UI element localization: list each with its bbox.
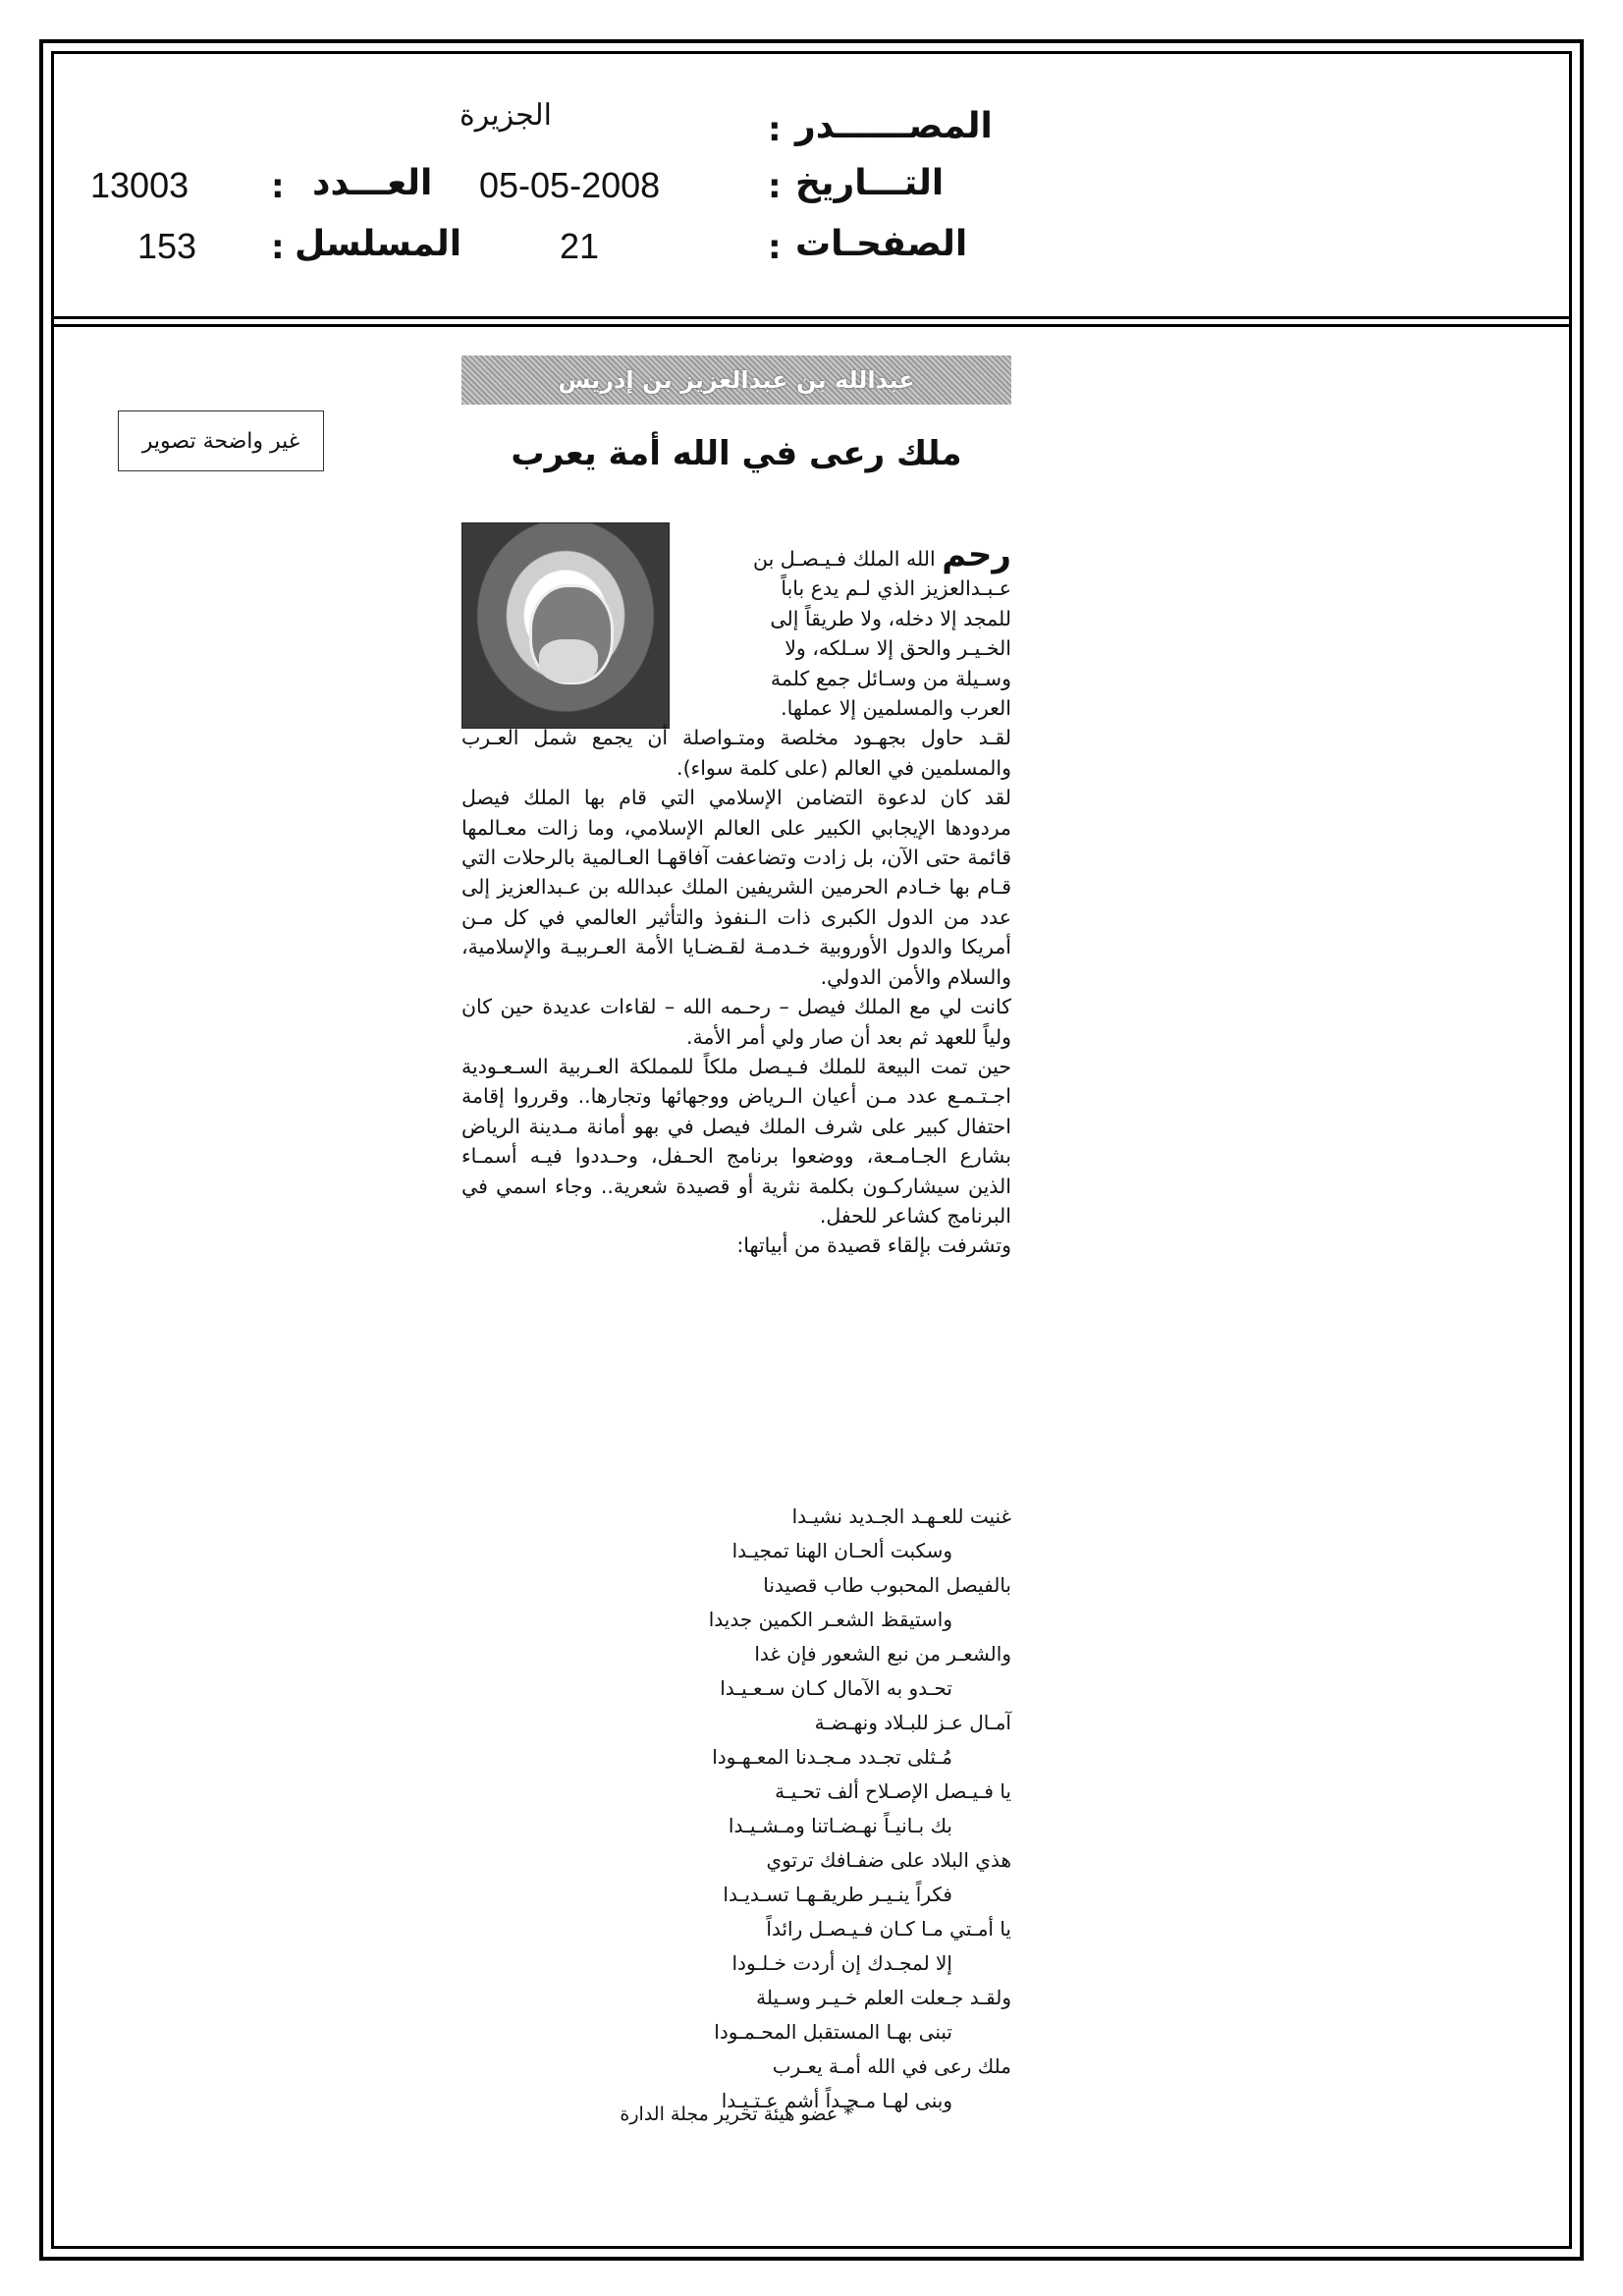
article-clipping: [461, 355, 1011, 2123]
pages-label: الصفحـات: [795, 224, 968, 264]
article-body: [461, 535, 1011, 1261]
issue-colon: :: [271, 167, 285, 206]
source-label: المصــــــدر: [795, 106, 993, 146]
lead-block: [677, 535, 1011, 723]
poem-line-15: ولقـد جـعلت العلم خـيـر وسـيلة: [756, 1986, 1011, 2009]
paragraph-3: كانت لي مع الملك فيصل – رحـمه الله – لقاءات عديدة حين كان ولياً للعهد ثم بعد أن صار ولي أمر الأمة.: [461, 995, 1011, 1049]
date-colon: :: [768, 167, 782, 206]
poem-line-17: ملك رعى في الله أمـة يعـرب: [772, 2054, 1011, 2078]
paragraph-1: لقـد حاول بجهـود مخلصة ومتـواصلة أن يجمع شمل العـرب والمسلمين في العالم (على كلمة سواء).: [461, 726, 1011, 780]
lead-line-5: وسـيلة من وسـائل جمع كلمة: [770, 666, 1011, 690]
paragraph-2: لقد كان لدعوة التضامن الإسلامي التي قام بها الملك فيصل مردودها الإيجابي الكبير على العالم الإسلامي، وما زالت معـالمها قائمة حتى الآن، بل زادت وتضاعفت آفاقهـا العـالمية بالرحلات التي قـام بها خـادم الحرمين الشريفين الملك عبدالله بن عـبدالعزيز إلى عدد من الدول الكبرى ذات الـنفوذ والتأثير العالمي في كل مـن أمريكا والدول الأوروبية خـدمـة لقـضـايا الأمة العـربيـة والإسلامية، والسلام والأمن الدولي.: [461, 786, 1011, 989]
serial-value: 153: [137, 226, 197, 266]
poem-line-16: تبنى بهـا المستقبل المحـمـودا: [714, 2020, 952, 2044]
poem-line-12: فكراً ينـيـر طريقـهـا تسـديـدا: [723, 1883, 952, 1906]
source-value: الجزيرة: [460, 99, 553, 132]
date-label: التـــاريخ: [795, 163, 945, 203]
pages-colon: :: [768, 228, 782, 267]
poem-verses: [461, 1500, 1011, 2118]
date-value: 05-05-2008: [479, 165, 661, 205]
poem-line-7: آمـال عـز للبـلاد ونهـضـة: [814, 1711, 1011, 1734]
lead-line-2: عـبـدالعزيز الذي لـم يدع باباً: [781, 576, 1011, 601]
author-footnote: * عضو هيئة تحرير مجلة الدارة: [620, 2104, 853, 2125]
poem-line-9: يا فـيـصل الإصـلاح ألف تحـيـة: [775, 1779, 1011, 1803]
pages-value: 21: [560, 226, 600, 266]
issue-label: العـــدد: [312, 163, 433, 203]
poem-line-18: وبنى لهـا مـجـداً أشم عـتـيـدا: [721, 2089, 952, 2112]
paragraph-5: وتشرفت بإلقاء قصيدة من أبياتها:: [736, 1233, 1011, 1258]
poem-line-10: بك بـانيـاً نهـضـاتنا ومـشـيـدا: [728, 1814, 952, 1837]
issue-value: 13003: [90, 165, 189, 205]
poem-line-3: بالفيصل المحبوب طاب قصيدنا: [763, 1573, 1011, 1597]
header-rule-bottom: [51, 324, 1572, 327]
poem-line-5: والشعـر من نبع الشعور فإن غدا: [754, 1642, 1011, 1666]
lead-line-3: للمجد إلا دخله، ولا طريقاً إلى: [770, 606, 1011, 630]
serial-colon: :: [271, 228, 285, 267]
article-byline: عبدالله بن عبدالعزيز بن إدريس: [461, 355, 1011, 405]
header-rule-top: [51, 316, 1572, 319]
poem-line-11: هذي البلاد على ضفـافك ترتوي: [766, 1848, 1011, 1872]
source-colon: :: [768, 110, 782, 149]
lead-line-6: العرب والمسلمين إلا عملها.: [781, 696, 1011, 721]
article-headline: ملك رعى في الله أمة يعرب: [511, 434, 962, 473]
lead-line-1: الله الملك فـيـصـل بن: [752, 547, 936, 571]
paragraph-4: حين تمت البيعة للملك فـيـصل ملكاً للمملكة العـربية السـعـودية اجـتـمـع عدد مـن أعيان الـرياض ووجهائها وتجارها.. وقرروا إقامة احتفال كبير على شرف الملك فيصل في بهو أمانة مـدينة الرياض بشارع الجـامـعة، ووضعوا برنامج الحـفل، وحـددوا فيـه أسمـاء الذين سيشاركـون بكلمة نثرية أو قصيدة شعرية.. وجاء اسمي في البرنامج كشاعر للحفل.: [461, 1054, 1011, 1228]
poem-line-14: إلا لمجـدك إن أردت خـلـودا: [731, 1951, 952, 1975]
poem-line-8: مُـثلى تجـدد مـجـدنا المعـهـودا: [712, 1745, 952, 1769]
poem-line-6: تحـدو به الآمال كـان سـعـيـدا: [720, 1676, 952, 1700]
unclear-scan-note: غير واضحة تصوير: [118, 410, 324, 471]
poem-line-13: يا أمـتي مـا كـان فـيـصـل رائداً: [766, 1917, 1011, 1941]
lead-line-4: الخـيـر والحق إلا سـلكه، ولا: [784, 636, 1011, 661]
dropcap: رحم: [942, 535, 1011, 574]
serial-label: المسلسل: [295, 224, 462, 264]
poem-line-4: واستيقظ الشعـر الكمين جديدا: [708, 1608, 952, 1631]
poem-line-2: وسكبت ألحـان الهنا تمجيـدا: [731, 1539, 952, 1562]
poem-line-1: غنيت للعـهـد الجـديد نشيـدا: [791, 1504, 1011, 1528]
